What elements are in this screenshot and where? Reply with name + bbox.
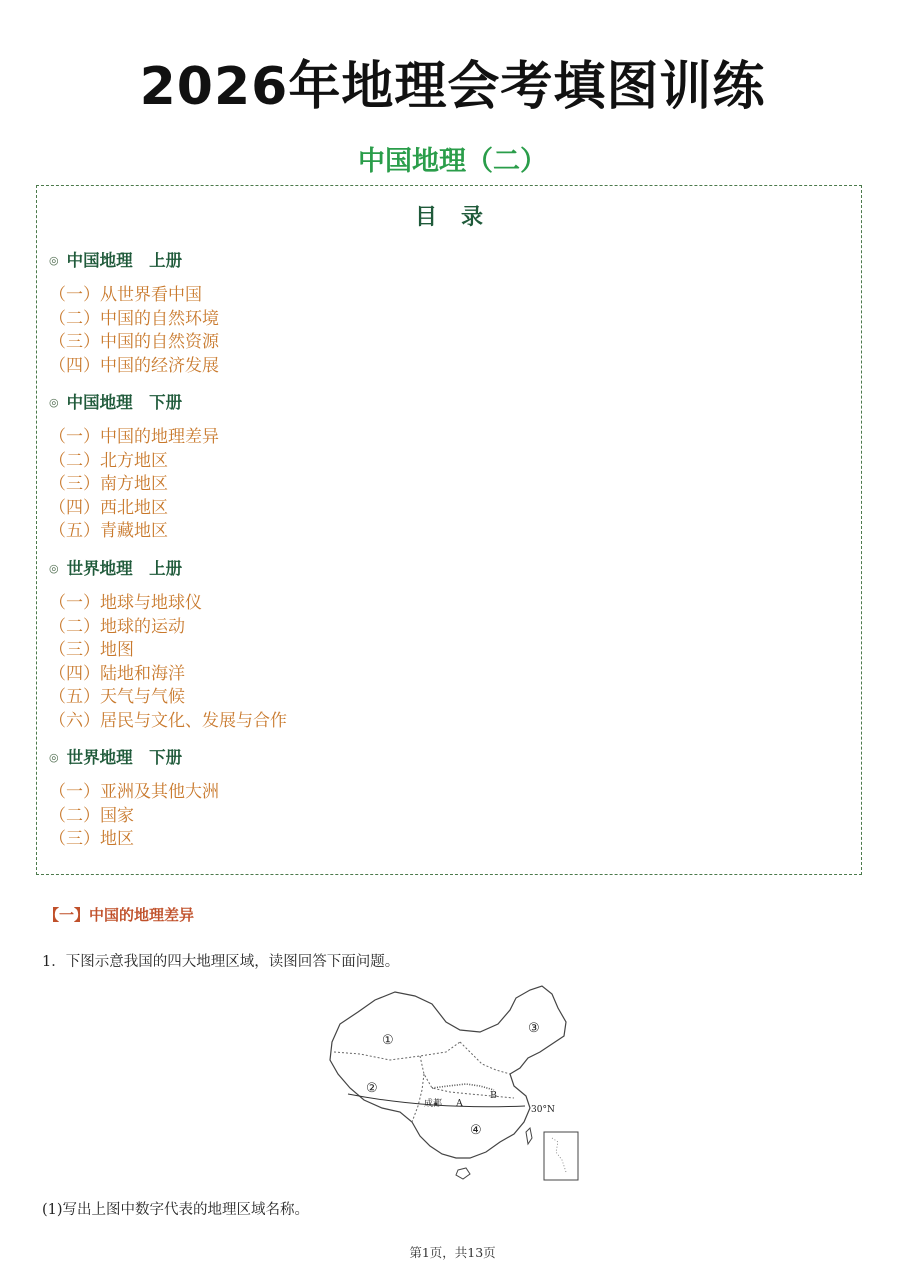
toc-section-heading[interactable]: 中国地理 上册	[66, 251, 183, 270]
toc-item[interactable]: （六）居民与文化、发展与合作	[49, 710, 287, 731]
toc-title: 目录	[414, 205, 507, 230]
bullet-icon: ◎	[49, 396, 59, 409]
qinling-huaihe-line	[432, 1084, 494, 1090]
toc-section-china-vol1	[49, 246, 829, 378]
toc-item[interactable]: （一）地球与地球仪	[49, 593, 202, 613]
hainan-island	[456, 1168, 470, 1179]
toc-section-heading[interactable]: 中国地理 下册	[66, 393, 183, 412]
toc-item[interactable]: （二）中国的自然环境	[49, 308, 219, 329]
sub-question-text: (1)写出上图中数字代表的地理区域名称。	[42, 1202, 310, 1218]
city-label: 成都	[424, 1099, 443, 1109]
toc-item[interactable]: （三）中国的自然资源	[49, 332, 219, 353]
toc-item[interactable]: （三）地图	[49, 640, 134, 661]
taiwan-island	[526, 1128, 532, 1144]
latitude-label: 30°N	[531, 1105, 555, 1115]
toc-item[interactable]: （四）西北地区	[49, 497, 168, 518]
bullet-icon: ◎	[49, 562, 59, 575]
page-subtitle: 中国地理（二）	[358, 146, 547, 177]
toc-item[interactable]: （三）南方地区	[49, 474, 168, 495]
toc-item[interactable]: （三）地区	[49, 829, 134, 850]
toc-item[interactable]: （二）北方地区	[49, 450, 168, 471]
chapter-heading: 【一】中国的地理差异	[44, 906, 195, 924]
region-label: ④	[470, 1123, 482, 1138]
toc-item[interactable]: （四）中国的经济发展	[49, 355, 219, 376]
toc-section-heading[interactable]: 世界地理 下册	[66, 748, 183, 767]
region-label: ③	[528, 1021, 540, 1036]
toc-section-heading[interactable]: 世界地理 上册	[66, 559, 183, 578]
page-title: 2026年地理会考填图训练	[139, 57, 766, 117]
china-regions-map	[320, 982, 590, 1187]
toc-item[interactable]: （五）青藏地区	[49, 521, 168, 542]
toc-section-china-vol2	[49, 388, 829, 544]
region-boundary	[420, 1056, 514, 1098]
region-boundary	[334, 1042, 460, 1060]
bullet-icon: ◎	[49, 751, 59, 764]
toc-item[interactable]: （一）亚洲及其他大洲	[49, 782, 219, 802]
toc-item[interactable]: （二）国家	[49, 805, 134, 826]
south-china-sea-inset	[544, 1132, 578, 1180]
region-label: ①	[382, 1033, 394, 1048]
page-footer: 第1页，共13页	[409, 1245, 496, 1260]
question-text: 1．下图示意我国的四大地理区域，读图回答下面问题。	[42, 954, 400, 970]
toc-section-world-vol2	[49, 743, 829, 852]
table-of-contents	[36, 185, 862, 875]
point-b-label: B	[490, 1090, 497, 1101]
toc-item[interactable]: （一）中国的地理差异	[49, 427, 219, 447]
region-label: ②	[366, 1081, 378, 1096]
bullet-icon: ◎	[49, 254, 59, 267]
region-boundary	[412, 1074, 424, 1122]
toc-item[interactable]: （五）天气与气候	[49, 687, 185, 708]
toc-section-world-vol1	[49, 554, 829, 734]
toc-item[interactable]: （一）从世界看中国	[49, 285, 202, 305]
toc-item[interactable]: （四）陆地和海洋	[49, 663, 185, 684]
point-a-label: A	[456, 1098, 463, 1109]
region-boundary	[460, 1042, 510, 1074]
toc-item[interactable]: （二）地球的运动	[49, 616, 185, 637]
